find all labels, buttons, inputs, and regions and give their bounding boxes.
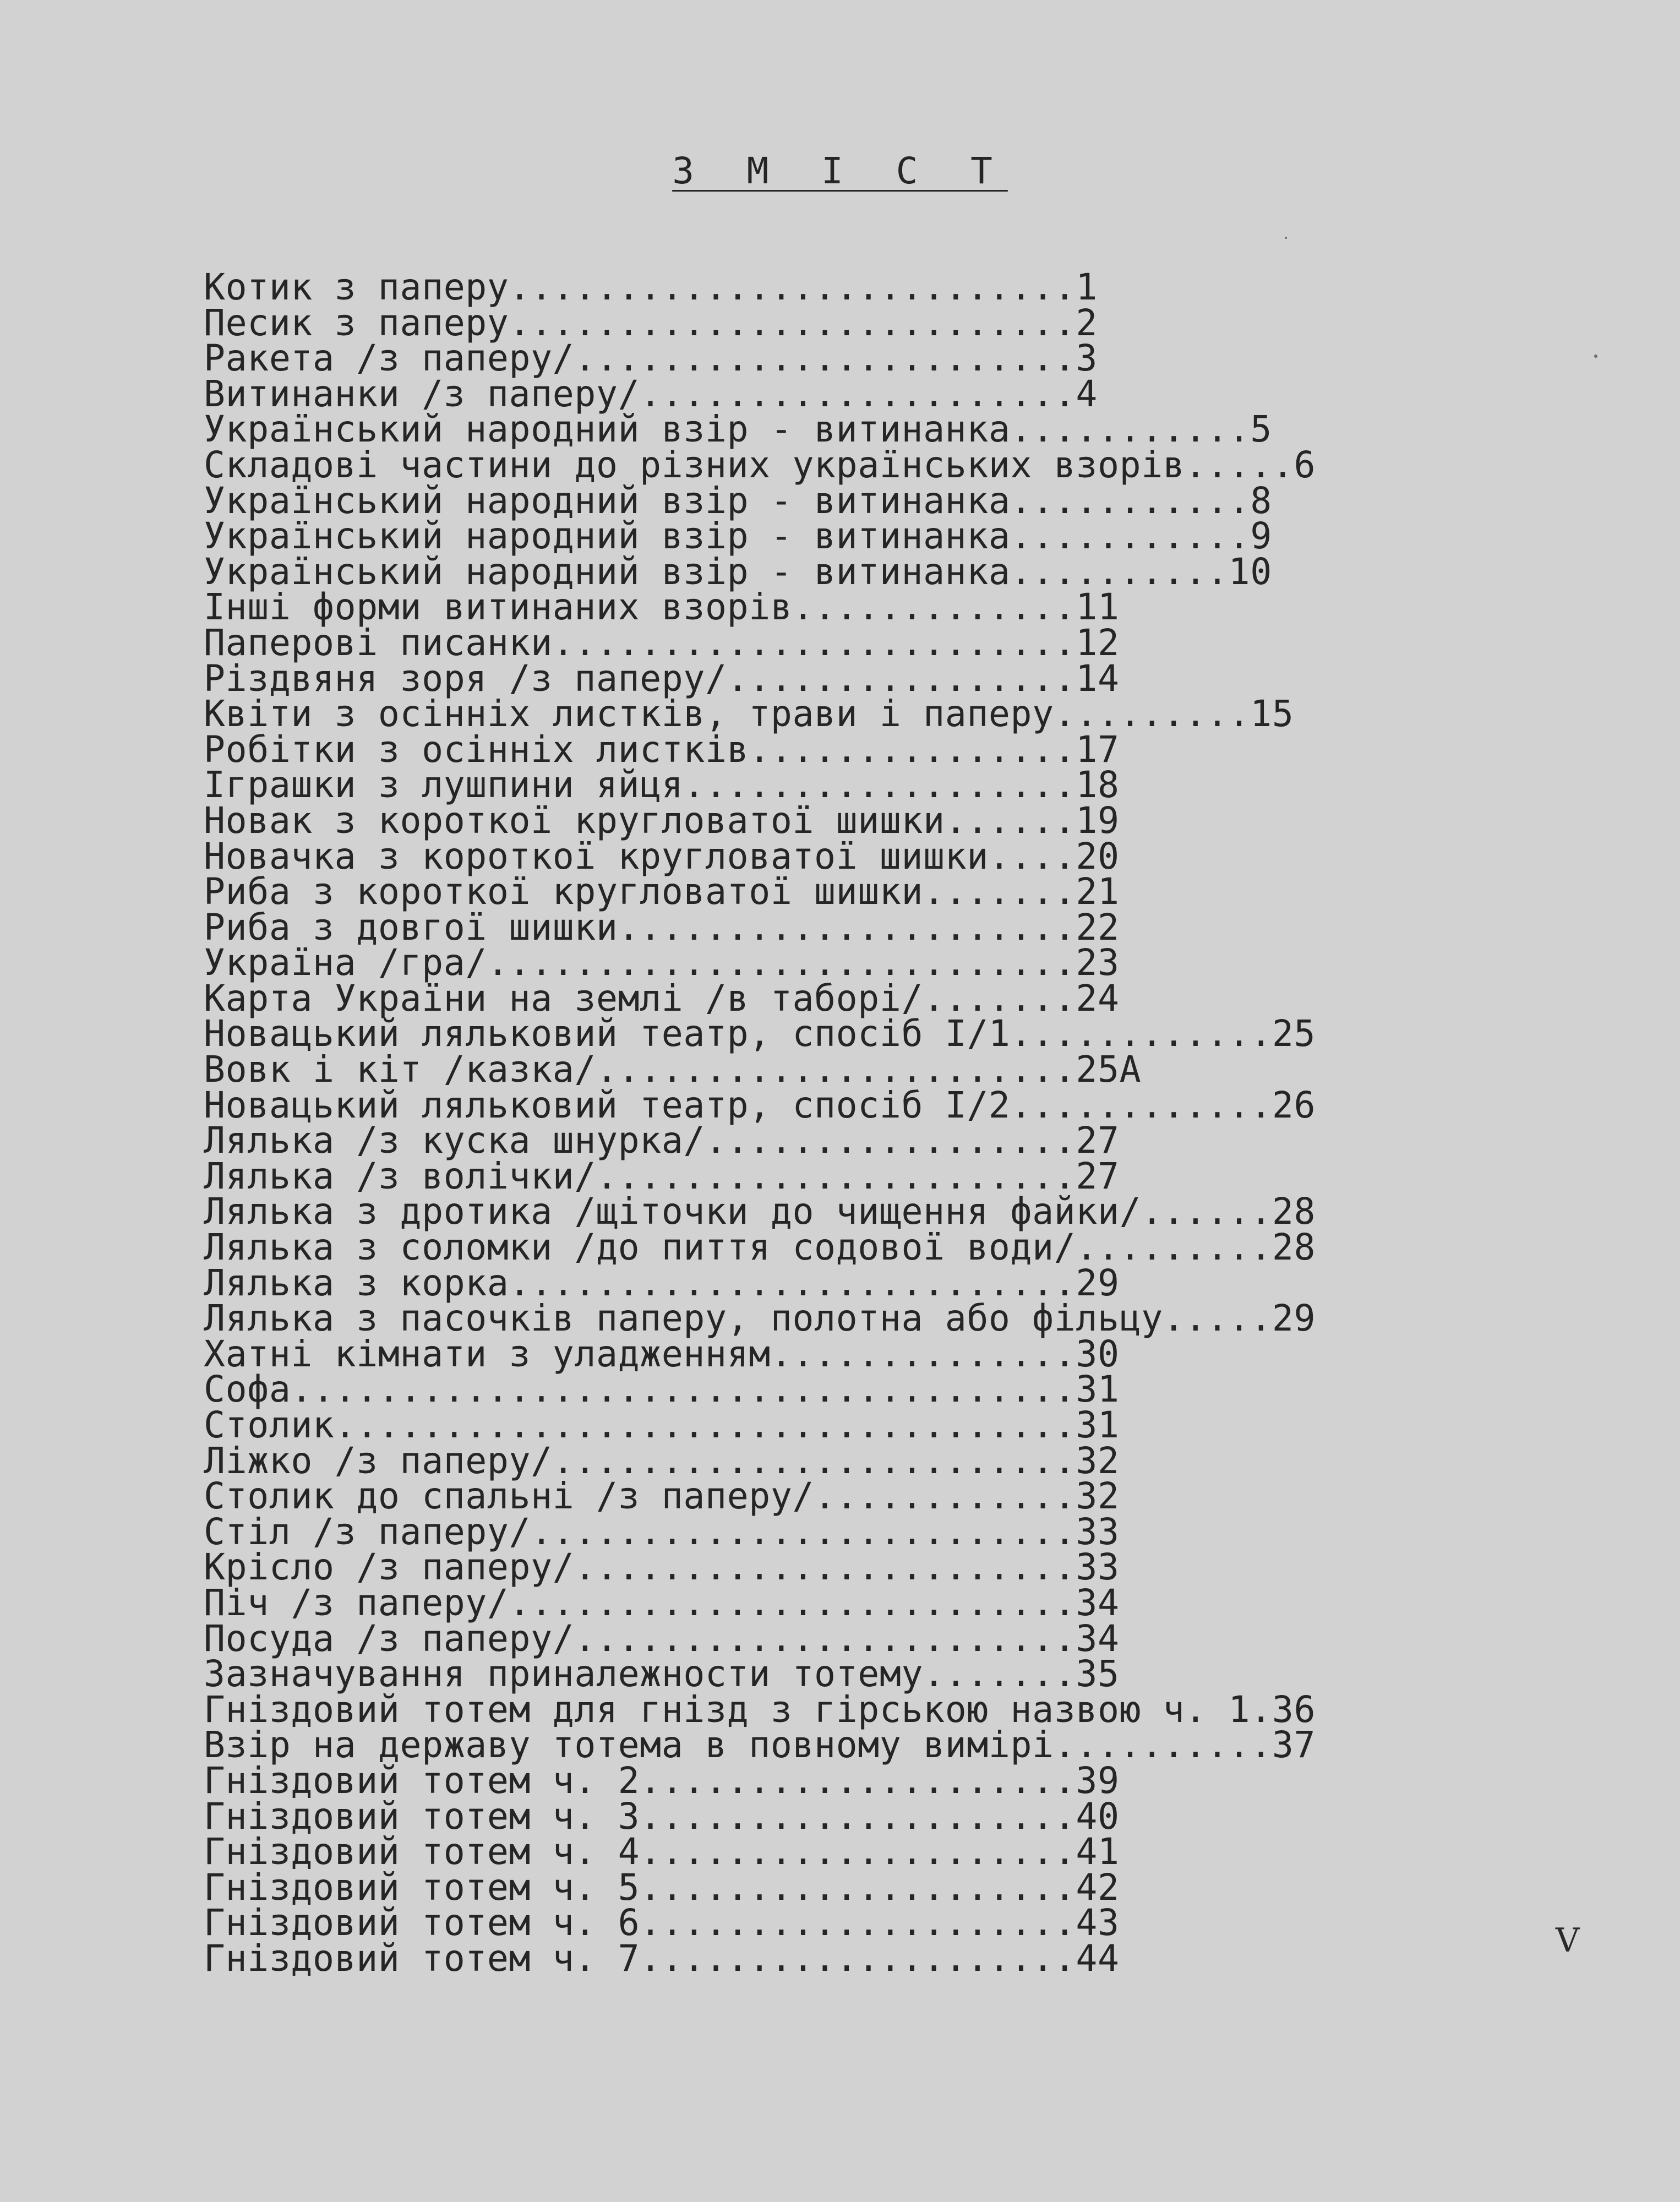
- toc-entry: Іграшки з лушпини яйця..................18: [204, 764, 1120, 806]
- toc-entry: Український народний взір - витинанка..........10: [204, 550, 1272, 593]
- paper-speck: [1594, 355, 1597, 358]
- page-title: З М І С Т: [672, 150, 1008, 192]
- toc-entry: Квіти з осінніх листків, трави і паперу.........15: [204, 693, 1294, 735]
- toc-entry: Витинанки /з паперу/....................4: [204, 372, 1098, 415]
- toc-entry: Паперові писанки........................12: [204, 621, 1120, 664]
- toc-entry: Песик з паперу..........................2: [204, 301, 1098, 344]
- toc-entry: Лялька з дротика /щіточки до чищення файки/......28: [204, 1190, 1316, 1233]
- toc-entry: Крісло /з паперу/.......................33: [204, 1546, 1120, 1589]
- toc-entry: Гніздовий тотем ч. 2....................39: [204, 1759, 1120, 1802]
- toc-entry: Гніздовий тотем ч. 3....................40: [204, 1795, 1120, 1838]
- toc-entry: Новак з короткої кругловатої шишки......19: [204, 799, 1120, 842]
- toc-entry: Стіл /з паперу/.........................33: [204, 1510, 1120, 1553]
- page-number: V: [1556, 1921, 1580, 1960]
- toc-entry: Котик з паперу..........................1: [204, 266, 1098, 308]
- toc-entry: Лялька з пасочків паперу, полотна або фільцу.....29: [204, 1297, 1316, 1340]
- toc-entry: Гніздовий тотем для гнізд з гірською назвою ч. 1.36: [204, 1688, 1316, 1731]
- toc-entry: Хатні кімнати з уладженням..............30: [204, 1332, 1120, 1375]
- toc-entry: Посуда /з паперу/.......................34: [204, 1617, 1120, 1660]
- toc-entry: Софа....................................31: [204, 1368, 1120, 1411]
- toc-entry: Піч /з паперу/..........................34: [204, 1581, 1120, 1624]
- toc-entry: Лялька /з куска шнурка/.................27: [204, 1119, 1120, 1162]
- toc-entry: Зазначування приналежности тотему.......35: [204, 1653, 1120, 1696]
- toc-entry: Новацький ляльковий театр, спосіб I/1............25: [204, 1012, 1316, 1055]
- toc-entry: Гніздовий тотем ч. 7....................44: [204, 1937, 1120, 1980]
- toc-entry: Столик..................................31: [204, 1404, 1120, 1446]
- toc-entry: Гніздовий тотем ч. 6....................43: [204, 1901, 1120, 1944]
- toc-entry: Різдвяня зоря /з паперу/................14: [204, 657, 1120, 700]
- toc-entry: Риба з довгої шишки.....................22: [204, 906, 1120, 949]
- toc-entry: Вовк і кіт /казка/......................25А: [204, 1048, 1142, 1091]
- toc-entry: Лялька з корка..........................29: [204, 1261, 1120, 1304]
- toc-entry: Складові частини до різних українських взорів.....6: [204, 443, 1316, 486]
- toc-entry: Новачка з короткої кругловатої шишки....20: [204, 835, 1120, 877]
- table-of-contents: [204, 266, 1336, 1980]
- toc-entry: Ліжко /з паперу/........................32: [204, 1439, 1120, 1482]
- toc-entry: Інші форми витинаних взорів.............11: [204, 586, 1120, 629]
- toc-entry: Україна /гра/...........................23: [204, 941, 1120, 984]
- toc-entry: Робітки з осінніх листків...............17: [204, 728, 1120, 771]
- toc-entry: Лялька з соломки /до пиття содової води/.........28: [204, 1226, 1316, 1269]
- toc-entry: Гніздовий тотем ч. 5....................42: [204, 1866, 1120, 1909]
- toc-entry: Український народний взір - витинанка...........5: [204, 408, 1272, 451]
- toc-entry: Ракета /з паперу/.......................3: [204, 337, 1098, 380]
- toc-entry: Взір на державу тотема в повному вимірі..........37: [204, 1724, 1316, 1767]
- toc-entry: Риба з короткої кругловатої шишки.......21: [204, 870, 1120, 913]
- toc-entry: Карта України на землі /в таборі/.......24: [204, 977, 1120, 1020]
- toc-entry: Новацький ляльковий театр, спосіб I/2............26: [204, 1083, 1316, 1126]
- toc-entry: Гніздовий тотем ч. 4....................41: [204, 1830, 1120, 1873]
- toc-entry: Український народний взір - витинанка...........9: [204, 515, 1272, 558]
- toc-entry: Лялька /з волічки/......................27: [204, 1154, 1120, 1197]
- toc-entry: Столик до спальні /з паперу/............32: [204, 1475, 1120, 1518]
- toc-entry: Український народний взір - витинанка...........8: [204, 479, 1272, 522]
- paper-speck: [1285, 237, 1287, 239]
